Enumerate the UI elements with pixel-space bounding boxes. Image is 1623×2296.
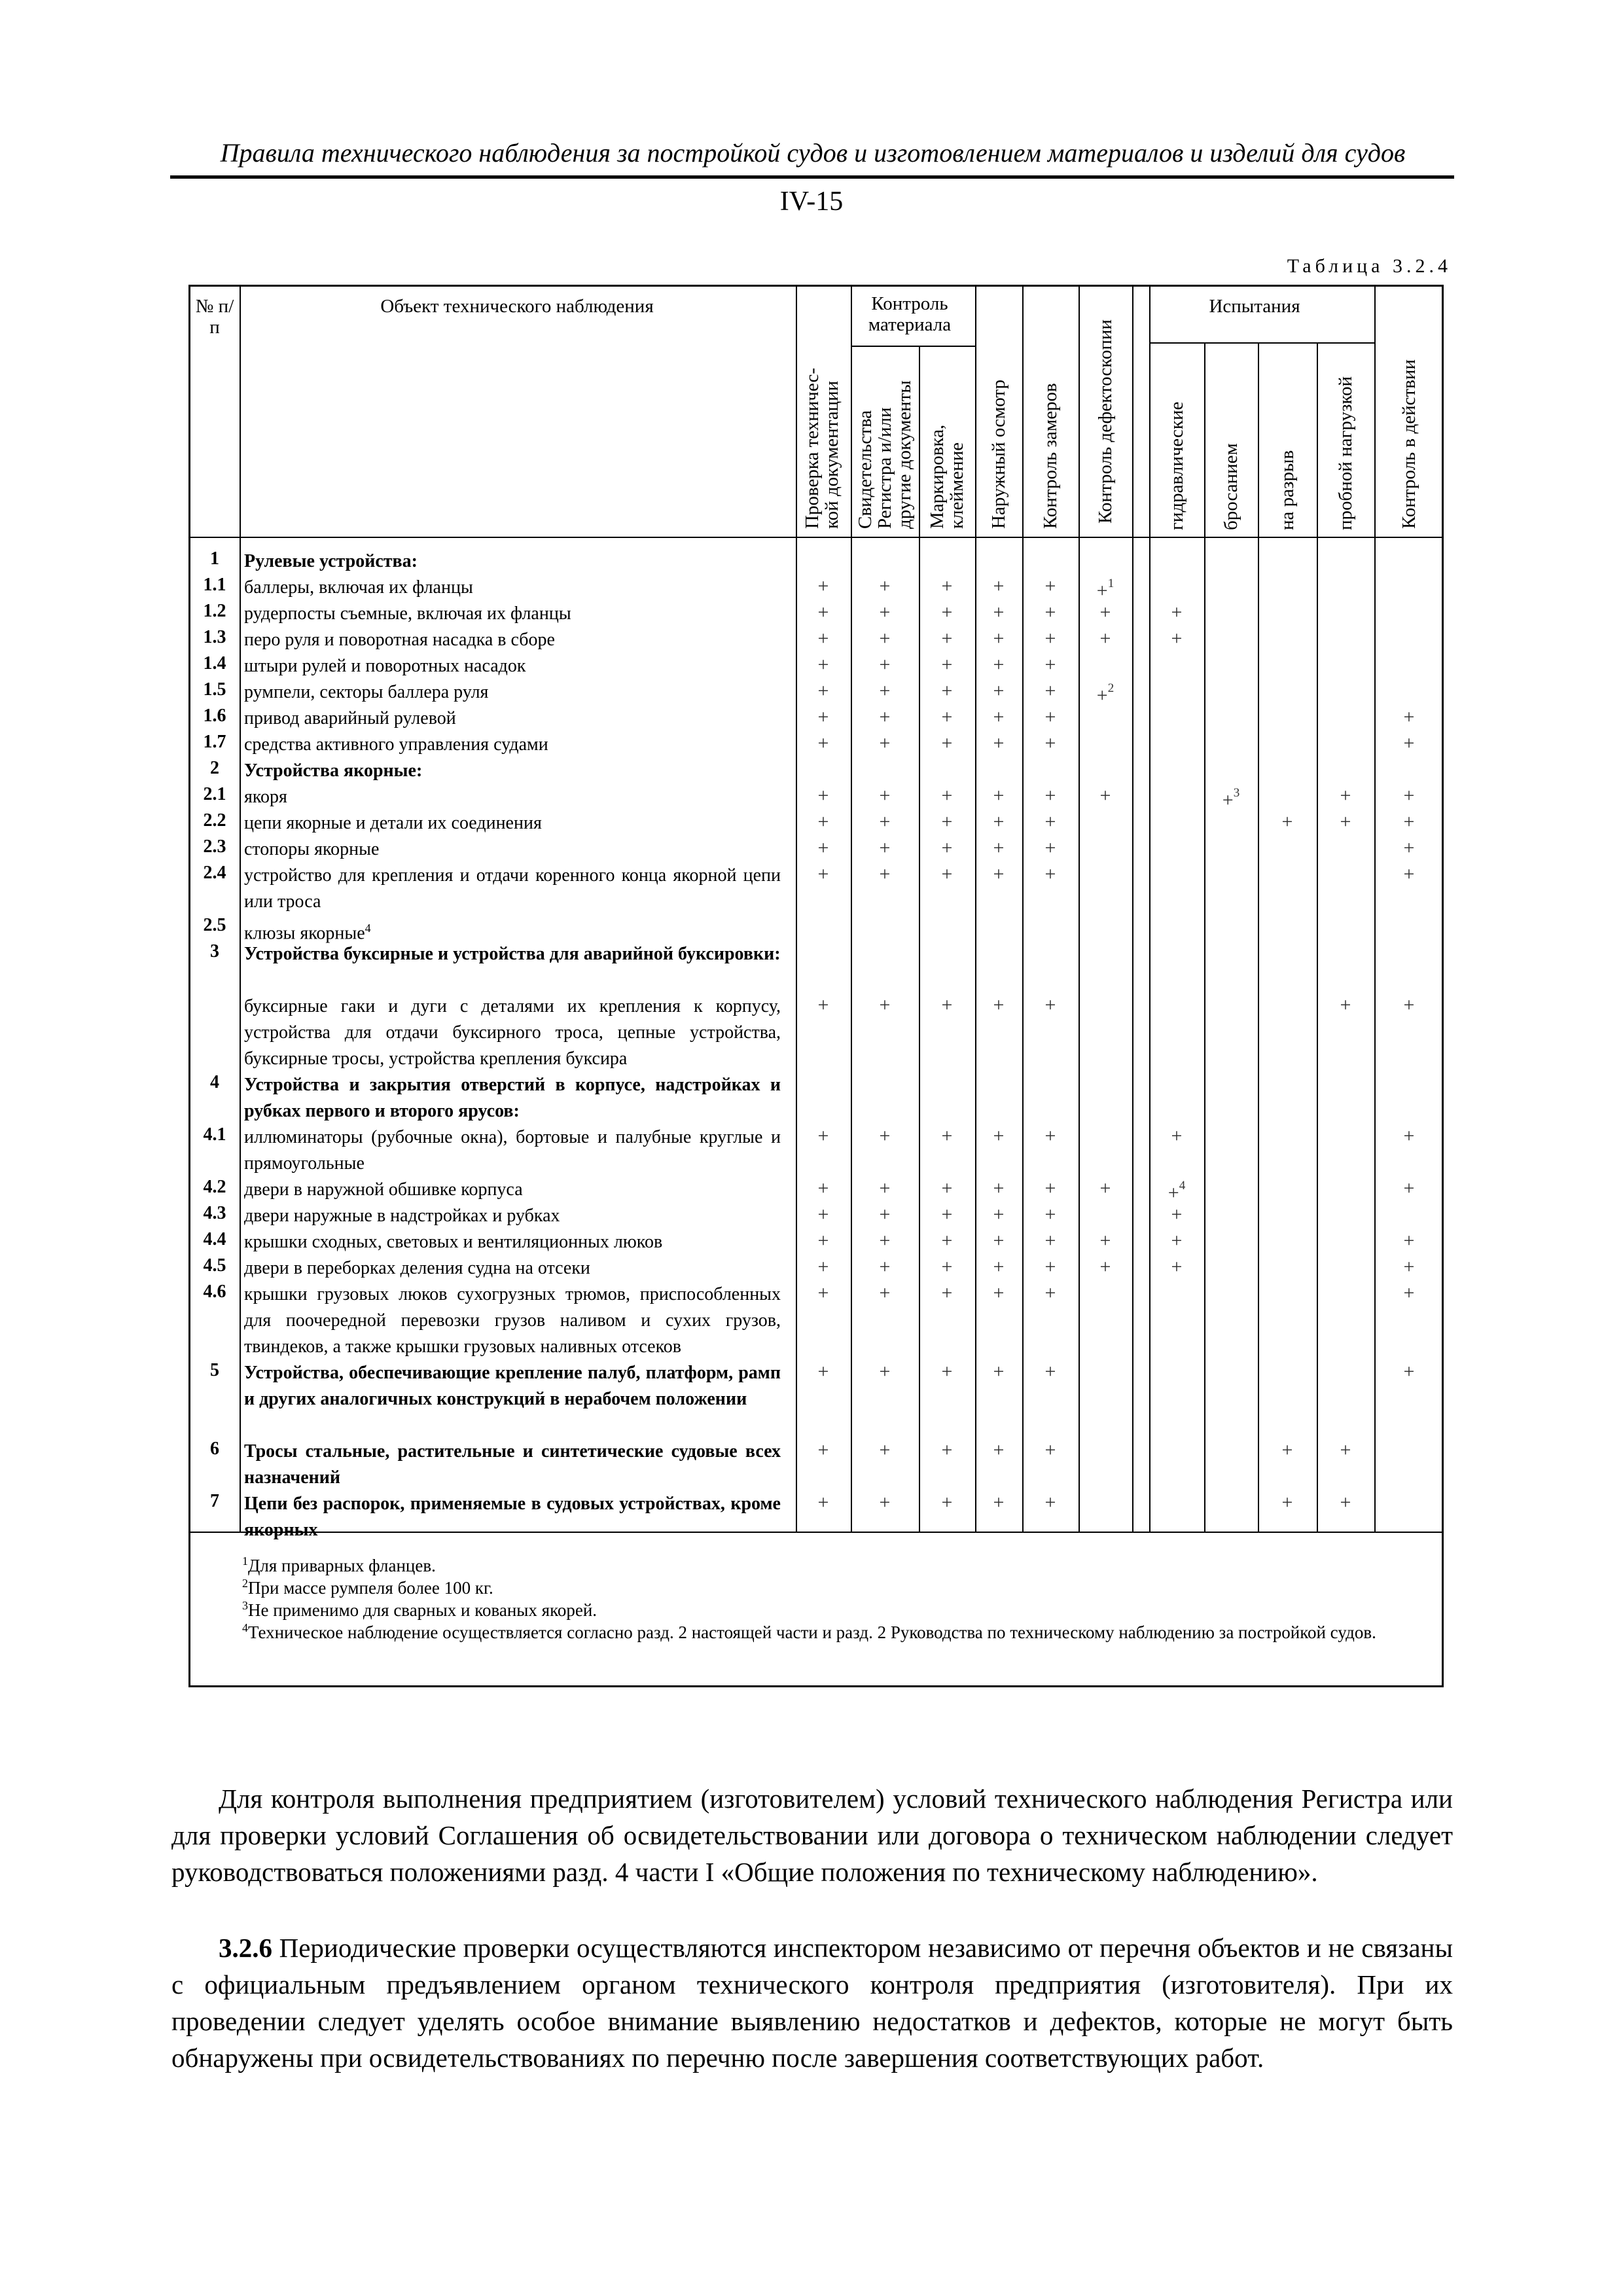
header-hydraulic: гидравлические <box>1166 401 1187 530</box>
check-mark: + <box>1099 1177 1111 1199</box>
paragraph-2: 3.2.6 Периодические проверки осуществляются инспектором независимо от перечня объектов и не связаны с официальным предъявлением органом технического контроля предприятия (изготовителя). При их проведении следует уделять особое внимание выявлению недостатков и дефектов, которые не могут быть обнаружены при освидетельствованиях по перечню после завершения соответствующих работ. <box>171 1933 1454 2073</box>
row-number: 5 <box>210 1360 219 1380</box>
column-divider <box>1149 285 1150 1532</box>
row-object: крышки сходных, световых и вентиляционных люков <box>244 1232 663 1252</box>
check-mark: + <box>1340 811 1351 833</box>
check-mark: + <box>1044 1177 1056 1199</box>
check-mark: + <box>817 1361 829 1382</box>
row-object: буксирные гаки и дуги с деталями их крепления к корпусу, устройства для отдачи буксирного троса, цепные устройства, буксирные тросы, устройства крепления буксира <box>244 996 781 1069</box>
row-object: Устройства и закрытия отверстий в корпусе, надстройках и рубках первого и второго ярусов: <box>244 1075 781 1121</box>
header-object: Объект технического наблюдения <box>380 296 654 317</box>
check-mark: + <box>993 1439 1005 1461</box>
check-mark: + <box>941 837 953 859</box>
header-divider <box>188 537 1444 538</box>
check-mark: + <box>817 1256 829 1278</box>
row-number: 2.3 <box>203 836 226 857</box>
check-mark: + <box>1044 654 1056 675</box>
check-mark: + <box>1403 863 1415 885</box>
header-visual: Наружный осмотр <box>988 380 1009 529</box>
check-mark: + <box>1340 785 1351 806</box>
check-mark: + <box>1044 863 1056 885</box>
check-mark: + <box>879 601 891 623</box>
check-mark: + <box>1403 994 1415 1016</box>
check-mark: + <box>1403 837 1415 859</box>
check-mark: + <box>993 1204 1005 1225</box>
check-mark: + <box>1403 1361 1415 1382</box>
check-mark: + <box>1403 1256 1415 1278</box>
row-object: перо руля и поворотная насадка в сборе <box>244 630 555 650</box>
row-number: 2 <box>210 758 219 778</box>
row-number: 1.1 <box>203 575 226 595</box>
check-mark: + <box>1099 601 1111 623</box>
check-mark: + <box>1403 706 1415 728</box>
check-mark: + <box>993 785 1005 806</box>
header-rule <box>170 175 1454 179</box>
row-object: румпели, секторы баллера руля <box>244 682 489 702</box>
check-mark: + <box>817 706 829 728</box>
check-mark: + <box>1340 1492 1351 1513</box>
check-mark: + <box>879 994 891 1016</box>
row-number: 4.1 <box>203 1124 226 1145</box>
row-number: 2.2 <box>203 810 226 831</box>
check-mark: + <box>941 811 953 833</box>
row-object: устройство для крепления и отдачи коренного конца якорной цепи или троса <box>244 865 781 912</box>
table-caption: Таблица 3.2.4 <box>1287 255 1452 277</box>
header-measurements: Контроль замеров <box>1040 383 1061 529</box>
check-mark: + <box>1171 1256 1183 1278</box>
row-number: 1.7 <box>203 732 226 752</box>
check-mark: + <box>879 837 891 859</box>
check-mark: + <box>817 1439 829 1461</box>
row-number: 7 <box>210 1491 219 1511</box>
row-number: 4.2 <box>203 1177 226 1197</box>
check-mark: + <box>941 1256 953 1278</box>
check-mark: + <box>817 1125 829 1147</box>
check-mark: + <box>941 732 953 754</box>
row-number: 1.3 <box>203 627 226 647</box>
check-mark: + <box>817 575 829 597</box>
check-mark: + <box>1044 1361 1056 1382</box>
header-doc-check: Проверка техничес- кой документации <box>802 367 842 529</box>
header-operation: Контроль в действии <box>1399 359 1419 529</box>
check-mark: + <box>941 680 953 702</box>
row-number: 1.2 <box>203 601 226 621</box>
row-number: 1 <box>210 548 219 569</box>
column-divider <box>975 285 976 1532</box>
check-mark: + <box>879 863 891 885</box>
check-mark: + <box>817 654 829 675</box>
check-mark: +$^2$ <box>1096 681 1115 706</box>
check-mark: + <box>817 732 829 754</box>
check-mark: + <box>817 601 829 623</box>
row-number: 3 <box>210 941 219 961</box>
row-number: 4.4 <box>203 1229 226 1249</box>
header-tensile: на разрыв <box>1277 450 1298 530</box>
check-mark: + <box>879 732 891 754</box>
check-mark: + <box>1281 811 1293 833</box>
check-mark: + <box>1099 628 1111 649</box>
row-number: 4.3 <box>203 1203 226 1223</box>
check-mark: + <box>1281 1439 1293 1461</box>
column-divider <box>1079 285 1080 1532</box>
check-mark: + <box>879 654 891 675</box>
check-mark: +$^3$ <box>1222 786 1240 811</box>
check-mark: + <box>941 1125 953 1147</box>
check-mark: + <box>1099 1230 1111 1251</box>
check-mark: + <box>993 994 1005 1016</box>
row-number: 4 <box>210 1072 219 1092</box>
check-mark: + <box>1044 628 1056 649</box>
check-mark: + <box>941 1230 953 1251</box>
check-mark: + <box>1044 680 1056 702</box>
row-object: штыри рулей и поворотных насадок <box>244 656 526 676</box>
row-object: Устройства, обеспечивающие крепление палуб, платформ, рамп и других аналогичных конструкций в нерабочем положении <box>244 1363 781 1409</box>
check-mark: + <box>941 575 953 597</box>
check-mark: + <box>993 1230 1005 1251</box>
check-mark: + <box>1044 1230 1056 1251</box>
header-material-group: Контроль материала <box>868 293 952 335</box>
check-mark: + <box>1044 1439 1056 1461</box>
check-mark: + <box>817 1230 829 1251</box>
check-mark: + <box>1403 811 1415 833</box>
check-mark: + <box>879 785 891 806</box>
column-divider <box>1258 344 1259 1532</box>
check-mark: + <box>1044 1204 1056 1225</box>
check-mark: + <box>879 706 891 728</box>
check-mark: + <box>1171 628 1183 649</box>
row-object: цепи якорные и детали их соединения <box>244 813 542 833</box>
paragraph-1: Для контроля выполнения предприятием (изготовителем) условий технического наблюдения Регистра или для проверки условий Соглашения об освидетельствовании или договора о техническом наблюдении следует руководствоваться положениями разд. 4 части I «Общие положения по техническому наблюдению». <box>171 1784 1453 1887</box>
check-mark: + <box>817 994 829 1016</box>
check-mark: + <box>879 811 891 833</box>
check-mark: + <box>879 1256 891 1278</box>
check-mark: + <box>879 680 891 702</box>
check-mark: + <box>993 811 1005 833</box>
row-object: средства активного управления судами <box>244 734 548 755</box>
check-mark: + <box>1340 1439 1351 1461</box>
check-mark: + <box>941 1492 953 1513</box>
row-number: 4.6 <box>203 1282 226 1302</box>
check-mark: + <box>1044 1282 1056 1304</box>
check-mark: + <box>993 1361 1005 1382</box>
column-divider <box>1132 285 1133 1532</box>
check-mark: + <box>817 1177 829 1199</box>
check-mark: + <box>1403 732 1415 754</box>
check-mark: + <box>817 837 829 859</box>
check-mark: + <box>1044 785 1056 806</box>
check-mark: + <box>1403 1177 1415 1199</box>
check-mark: + <box>993 1177 1005 1199</box>
check-mark: + <box>817 1282 829 1304</box>
header-certificates: Свидетельства Регистра и/или другие документы <box>855 380 915 529</box>
row-object: якоря <box>244 787 287 807</box>
check-mark: + <box>879 575 891 597</box>
check-mark: + <box>1044 601 1056 623</box>
footnote: $^4$Техническое наблюдение осуществляется согласно разд. 2 настоящей части и разд. 2 Руководства по техническому наблюдению за постройкой судов. <box>242 1621 1376 1642</box>
section-number: 3.2.6 <box>219 1933 272 1963</box>
check-mark: + <box>993 1125 1005 1147</box>
check-mark: + <box>817 785 829 806</box>
check-mark: + <box>993 680 1005 702</box>
check-mark: + <box>817 680 829 702</box>
check-mark: + <box>879 1492 891 1513</box>
check-mark: + <box>941 785 953 806</box>
check-mark: + <box>1044 732 1056 754</box>
check-mark: + <box>941 1282 953 1304</box>
row-object: двери в наружной обшивке корпуса <box>244 1179 523 1200</box>
row-object: рудерпосты съемные, включая их фланцы <box>244 603 571 624</box>
row-object: Устройства буксирные и устройства для аварийной буксировки: <box>244 944 781 964</box>
check-mark: + <box>879 1204 891 1225</box>
footnote: $^2$При массе румпеля более 100 кг. <box>242 1577 493 1598</box>
check-mark: + <box>941 601 953 623</box>
check-mark: + <box>941 1204 953 1225</box>
check-mark: + <box>993 706 1005 728</box>
check-mark: + <box>993 628 1005 649</box>
check-mark: + <box>817 863 829 885</box>
check-mark: + <box>1044 1492 1056 1513</box>
check-mark: + <box>1171 1204 1183 1225</box>
check-mark: + <box>941 628 953 649</box>
check-mark: + <box>879 628 891 649</box>
check-mark: + <box>1044 1256 1056 1278</box>
check-mark: + <box>1403 785 1415 806</box>
check-mark: + <box>993 837 1005 859</box>
check-mark: + <box>993 654 1005 675</box>
column-divider <box>1204 344 1205 1532</box>
row-object: Тросы стальные, растительные и синтетические судовые всех назначений <box>244 1441 781 1488</box>
row-object: клюзы якорные$^4$ <box>244 922 371 944</box>
row-object: двери наружные в надстройках и рубках <box>244 1206 560 1226</box>
column-divider <box>1022 285 1024 1532</box>
row-number: 1.4 <box>203 653 226 673</box>
check-mark: + <box>941 1439 953 1461</box>
header-num: № п/п <box>195 296 234 338</box>
check-mark: + <box>1403 1125 1415 1147</box>
check-mark: + <box>1171 1230 1183 1251</box>
header-proof-load: пробной нагрузкой <box>1335 376 1356 530</box>
check-mark: + <box>879 1230 891 1251</box>
header-marking: Маркировка, клеймение <box>927 424 967 529</box>
check-mark: + <box>993 732 1005 754</box>
check-mark: + <box>1099 1256 1111 1278</box>
check-mark: + <box>879 1177 891 1199</box>
check-mark: + <box>1403 1230 1415 1251</box>
check-mark: + <box>1044 1125 1056 1147</box>
check-mark: + <box>879 1361 891 1382</box>
header-defectoscopy: Контроль дефектоскопии <box>1095 319 1116 524</box>
header-tests-group: Испытания <box>1209 296 1300 317</box>
check-mark: + <box>941 994 953 1016</box>
row-number: 1.5 <box>203 679 226 700</box>
column-divider <box>796 285 797 1532</box>
row-object: баллеры, включая их фланцы <box>244 577 473 598</box>
row-number: 4.5 <box>203 1255 226 1276</box>
check-mark: + <box>993 863 1005 885</box>
row-number: 2.5 <box>203 915 226 935</box>
check-mark: + <box>993 601 1005 623</box>
check-mark: + <box>1403 1282 1415 1304</box>
check-mark: + <box>879 1125 891 1147</box>
check-mark: +$^1$ <box>1096 577 1115 601</box>
footnote: $^1$Для приварных фланцев. <box>242 1554 436 1575</box>
check-mark: + <box>1281 1492 1293 1513</box>
row-number: 2.1 <box>203 784 226 804</box>
column-divider <box>1374 285 1376 1532</box>
check-mark: + <box>941 1177 953 1199</box>
column-divider <box>851 285 852 1532</box>
row-number: 1.6 <box>203 706 226 726</box>
running-header: Правила технического наблюдения за постройкой судов и изготовлением материалов и изделий для судов <box>220 138 1406 168</box>
check-mark: + <box>1171 601 1183 623</box>
column-divider <box>240 285 241 1532</box>
check-mark: +$^4$ <box>1168 1179 1186 1204</box>
row-object: привод аварийный рулевой <box>244 708 456 728</box>
check-mark: + <box>1099 785 1111 806</box>
check-mark: + <box>993 1492 1005 1513</box>
footnote: $^3$Не применимо для сварных и кованых якорей. <box>242 1599 597 1620</box>
check-mark: + <box>817 811 829 833</box>
row-object: Устройства якорные: <box>244 761 423 781</box>
header-drop: бросанием <box>1221 443 1241 530</box>
check-mark: + <box>941 706 953 728</box>
column-divider <box>1317 344 1318 1532</box>
row-object: стопоры якорные <box>244 839 380 859</box>
check-mark: + <box>817 1204 829 1225</box>
check-mark: + <box>993 575 1005 597</box>
check-mark: + <box>1044 706 1056 728</box>
check-mark: + <box>941 863 953 885</box>
check-mark: + <box>817 1492 829 1513</box>
row-object: Цепи без распорок, применяемые в судовых устройствах, кроме якорных <box>244 1494 781 1540</box>
row-object: двери в переборках деления судна на отсеки <box>244 1258 590 1278</box>
page-number: IV-15 <box>779 187 844 217</box>
row-object: иллюминаторы (рубочные окна), бортовые и палубные круглые и прямоугольные <box>244 1127 781 1174</box>
check-mark: + <box>1044 575 1056 597</box>
check-mark: + <box>879 1282 891 1304</box>
column-divider <box>919 347 920 1532</box>
check-mark: + <box>1044 837 1056 859</box>
check-mark: + <box>1340 994 1351 1016</box>
check-mark: + <box>1044 994 1056 1016</box>
check-mark: + <box>941 654 953 675</box>
check-mark: + <box>993 1282 1005 1304</box>
check-mark: + <box>879 1439 891 1461</box>
row-number: 6 <box>210 1439 219 1459</box>
check-mark: + <box>1171 1125 1183 1147</box>
row-object: Рулевые устройства: <box>244 551 418 571</box>
row-number: 2.4 <box>203 863 226 883</box>
check-mark: + <box>1044 811 1056 833</box>
check-mark: + <box>941 1361 953 1382</box>
row-object: крышки грузовых люков сухогрузных трюмов, приспособленных для поочередной перевозки грузов наливом и сухих грузов, твиндеков, а также крышки грузовых наливных отсеков <box>244 1284 781 1357</box>
check-mark: + <box>993 1256 1005 1278</box>
check-mark: + <box>817 628 829 649</box>
